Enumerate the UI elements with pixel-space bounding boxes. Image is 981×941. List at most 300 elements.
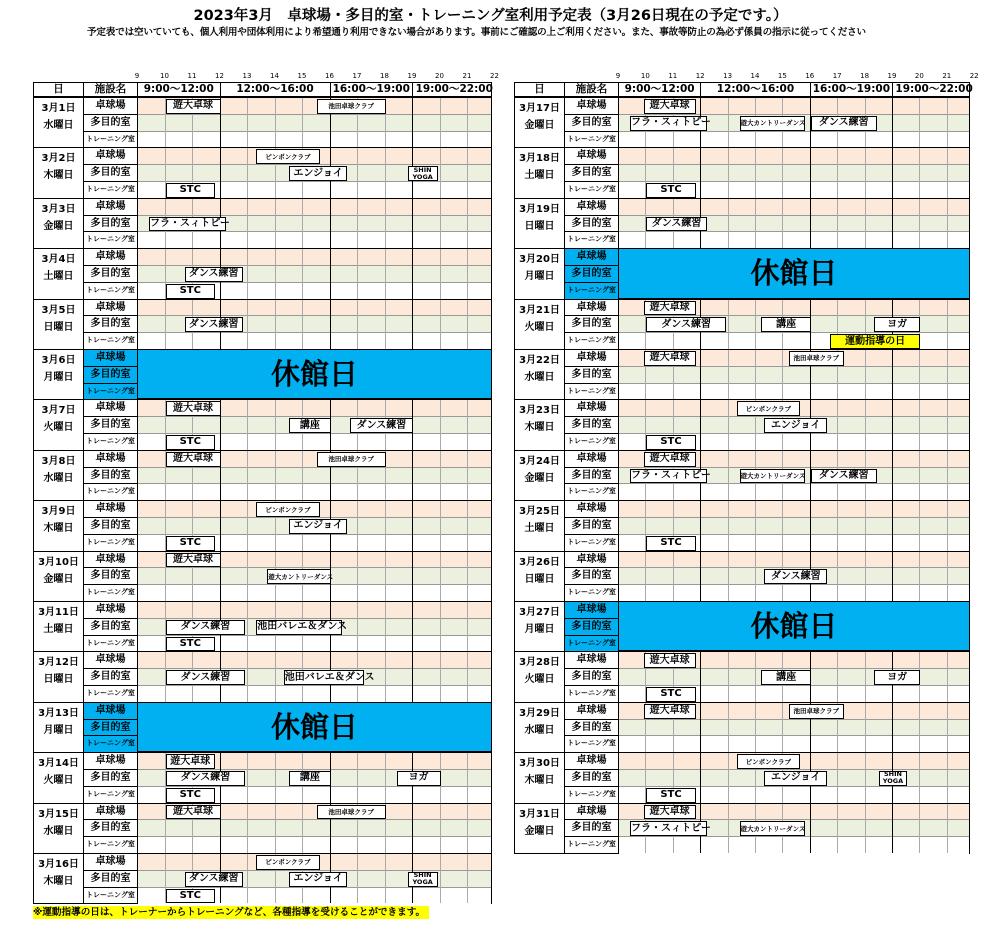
date-cell [34,703,84,752]
facility-label-training: トレーニング室 [565,283,619,300]
grid-line [302,804,303,853]
grid-line [947,552,948,601]
date-label: 3月22日 [519,355,560,366]
booking [764,771,827,786]
booking [761,670,810,685]
facility-label-multi: 多目的室 [565,417,619,434]
grid-line [919,148,920,197]
facility-label-multi: 多目的室 [84,619,138,636]
grid-line [837,148,838,197]
booking [256,149,319,164]
grid-line [440,602,441,651]
grid-line [810,501,811,550]
day-block [514,651,970,702]
booking-label: ピンポンクラブ [745,757,791,766]
row-table [138,602,491,619]
date-label: 3月15日 [38,808,79,820]
grid-line [385,602,386,651]
booking-label: STC [660,184,682,196]
facility-label-multi: 多目的室 [565,165,619,182]
date-label: 3月6日 [41,355,76,366]
grid-line [220,501,221,550]
booking-label: エンジョイ [293,873,343,885]
grid-line [947,501,948,550]
header-row [514,82,973,97]
booking [789,704,844,719]
booking-label: SHIN YOGA [412,165,433,181]
grid-line [755,652,756,701]
grid-line [385,753,386,802]
booking-label: STC [179,637,201,649]
grid-line [440,804,441,853]
grid-line [947,703,948,752]
grid-line [947,804,948,853]
booking-label: ダンス練習 [356,419,407,431]
booking-label: 遊大カントリーダンス [268,572,334,581]
day-block [33,450,492,501]
facility-label-multi: 多目的室 [565,770,619,787]
facility-label-multi: 多目的室 [565,216,619,233]
grid-line [440,400,441,449]
grid-line [357,501,358,550]
day-block [514,702,970,753]
booking-label: 遊大卓球 [173,553,213,565]
facility-label-multi: 多目的室 [84,568,138,585]
grid-line [275,652,276,701]
date-cell [34,552,84,601]
grid-line [892,98,893,147]
booking-label: ピンポンクラブ [265,152,311,161]
grid-line [385,199,386,248]
facility-label-training: トレーニング室 [565,636,619,653]
booking-label: 運動指導の日 [845,335,906,347]
date-cell [515,300,565,349]
booking-label: 遊大卓球 [173,402,213,414]
weekday-label: 金曜日 [524,825,555,837]
grid-line [865,501,866,550]
grid-line [810,199,811,248]
grid-line [467,652,468,701]
grid-line [302,300,303,349]
booking [740,116,806,131]
grid-line [755,501,756,550]
facility-label-table: 卓球場 [565,602,619,619]
facility-label-training: トレーニング室 [565,686,619,703]
grid-line [467,98,468,147]
date-cell [34,753,84,802]
grid-line [837,199,838,248]
hour-tick: 19 [887,72,897,80]
grid-line [728,753,729,802]
booking-label: ダンス練習 [661,318,712,330]
day-block [514,450,970,501]
grid-line [947,199,948,248]
date-label: 3月5日 [41,304,76,316]
day-block [514,551,970,602]
booking [350,418,413,433]
grid-line [782,199,783,248]
date-label: 3月2日 [41,153,76,165]
facility-label-table: 卓球場 [565,552,619,569]
date-label: 3月9日 [41,506,76,518]
facility-label-table: 卓球場 [84,703,138,720]
grid-line [220,148,221,197]
grid-line [247,300,248,349]
date-label: 3月1日 [41,103,76,114]
booking [284,670,375,685]
facility-label-training: トレーニング室 [565,384,619,401]
booking-label: 遊大卓球 [649,100,690,112]
grid-line [165,300,166,349]
weekday-label: 日曜日 [43,674,74,686]
grid-line [412,300,413,349]
booking-label: フラ・スィトピー [630,822,711,834]
footnote: ※運動指導の日は、トレーナーからトレーニングなど、各種指導を受けることができます。 [33,906,429,919]
date-label: 3月8日 [41,455,76,467]
facility-label-table: 卓球場 [565,753,619,770]
day-block [33,97,492,148]
facility-label-training: トレーニング室 [84,736,138,753]
facility-label-multi: 多目的室 [565,720,619,737]
facility-label-training: トレーニング室 [565,787,619,804]
grid-line [919,451,920,500]
weekday-label: 土曜日 [524,170,555,182]
booking [646,536,695,551]
header-period: 19:00～22:00 [415,83,493,95]
grid-line [728,98,729,147]
facility-label-training: トレーニング室 [565,837,619,854]
facility-label-table: 卓球場 [84,199,138,216]
grid-line [782,148,783,197]
day-block [33,248,492,299]
grid-line [947,400,948,449]
hour-tick: 21 [942,72,952,80]
grid-line [275,300,276,349]
booking-label: ピンポンクラブ [265,505,311,514]
booking [737,754,800,769]
facility-label-training: トレーニング室 [84,232,138,249]
booking [646,183,695,198]
facility-label-table: 卓球場 [84,98,138,115]
grid-line [728,199,729,248]
booking-label: STC [660,688,682,700]
facility-label-table: 卓球場 [84,400,138,417]
hour-tick: 15 [777,72,787,80]
booking [289,872,347,887]
booking [408,872,438,887]
booking-label: ダンス練習 [188,318,239,330]
booking-label: 池田卓球クラブ [328,454,374,463]
booking-label: ダンス練習 [818,469,869,481]
booking-label: ダンス練習 [188,268,239,280]
booking [166,284,216,299]
grid-line [412,652,413,701]
booking [644,99,696,114]
booking [166,754,216,769]
booking-label: ダンス練習 [188,873,239,885]
booking-label: STC [660,436,682,448]
booking [811,116,877,131]
facility-label-multi: 多目的室 [84,871,138,888]
day-block [33,551,492,602]
grid-line [302,451,303,500]
grid-line [302,98,303,147]
grid-line [247,602,248,651]
facility-label-training: トレーニング室 [84,283,138,300]
facility-label-training: トレーニング室 [565,182,619,199]
booking [879,771,906,786]
booking-label: 池田バレエ＆ダンス [284,671,375,683]
hour-tick: 17 [352,72,362,80]
grid-line [440,552,441,601]
booking [149,217,230,232]
weekday-label: 木曜日 [43,523,74,535]
booking-label: エンジョイ [770,419,821,431]
facility-label-multi: 多目的室 [565,820,619,837]
weekday-label: 月曜日 [43,372,74,383]
grid-line [247,854,248,903]
row-training [138,585,491,602]
grid-line [782,703,783,752]
row-table [138,249,491,266]
facility-label-multi: 多目的室 [565,518,619,535]
grid-line [412,451,413,500]
grid-line [947,753,948,802]
facility-label-multi: 多目的室 [565,568,619,585]
day-block [33,803,492,854]
facility-label-training: トレーニング室 [84,484,138,501]
grid-line [892,804,893,853]
date-label: 3月23日 [519,405,560,417]
booking-label: STC [179,537,201,549]
booking [644,301,696,316]
day-block [33,198,492,249]
date-label: 3月11日 [38,607,79,618]
booking [317,99,386,114]
grid-line [865,552,866,601]
weekday-label: 木曜日 [43,170,74,182]
booking-label: 池田卓球クラブ [328,807,374,816]
closed-banner: 休館日 [138,703,491,752]
facility-label-table: 卓球場 [84,451,138,468]
grid-line [275,98,276,147]
booking [789,351,844,366]
facility-label-multi: 多目的室 [565,468,619,485]
facility-label-training: トレーニング室 [565,333,619,350]
grid-line [700,652,701,701]
hour-tick: 17 [832,72,842,80]
grid-line [892,703,893,752]
booking-label: 遊大卓球 [173,100,213,112]
date-label: 3月26日 [519,556,560,568]
grid-line [700,400,701,449]
grid-line [330,249,331,298]
grid-line [728,804,729,853]
day-block [514,399,970,450]
grid-line [865,199,866,248]
booking [764,418,827,433]
booking [644,351,696,366]
row-training [138,837,491,854]
grid-line [385,652,386,701]
booking-label: ダンス練習 [180,772,231,784]
booking [740,821,806,836]
booking [764,569,827,584]
hour-tick: 11 [668,72,678,80]
facility-label-training: トレーニング室 [84,837,138,854]
header-period: 19:00～22:00 [895,83,973,95]
facility-label-multi: 多目的室 [84,468,138,485]
grid-line [247,753,248,802]
grid-line [247,148,248,197]
grid-line [673,552,674,601]
grid-line [467,199,468,248]
date-cell [34,199,84,248]
hour-tick: 12 [215,72,224,80]
row-training [619,132,969,149]
row-training [138,232,491,249]
weekday-label: 月曜日 [524,271,555,283]
row-table [138,652,491,669]
day-block [514,97,970,148]
date-cell [515,602,565,651]
grid-line [755,350,756,399]
date-cell [515,804,565,853]
facility-label-training: トレーニング室 [565,132,619,149]
booking-label: 遊大卓球 [173,805,213,817]
grid-line [467,249,468,298]
day-block [33,702,492,753]
facility-label-table: 卓球場 [84,652,138,669]
day-block [514,349,970,400]
grid-line [440,199,441,248]
hour-tick: 20 [435,72,444,80]
date-label: 3月7日 [41,405,76,417]
booking-label: 講座 [299,419,320,431]
date-cell [34,400,84,449]
weekday-label: 日曜日 [524,573,555,585]
grid-line [810,148,811,197]
day-block [514,500,970,551]
hour-tick: 22 [490,72,499,80]
hour-tick: 16 [325,72,334,80]
booking-label: 遊大カントリーダンス [740,118,806,127]
booking-label: 講座 [776,318,797,330]
booking [185,267,243,282]
grid-line [700,148,701,197]
day-block [514,752,970,803]
weekday-label: 日曜日 [43,321,74,333]
date-cell [515,350,565,399]
grid-line [837,400,838,449]
facility-label-multi: 多目的室 [84,115,138,132]
booking-label: ヨガ [887,318,908,330]
page-title: 2023年3月 卓球場・多目的室・トレーニング室利用予定表（3月26日現在の予定です。） [193,8,788,24]
date-label: 3月29日 [519,707,560,719]
grid-line [782,350,783,399]
grid-line [412,98,413,147]
day-block [33,500,492,551]
booking-label: 遊大卓球 [649,705,690,717]
booking-label: STC [660,789,682,801]
row-training [138,132,491,149]
facility-label-multi: 多目的室 [565,669,619,686]
grid-line [865,350,866,399]
grid-line [357,552,358,601]
grid-line [247,501,248,550]
hour-tick: 14 [270,72,279,80]
grid-line [865,804,866,853]
header-facility: 施設名 [565,83,619,96]
date-label: 3月12日 [38,657,79,669]
hour-tick: 13 [242,72,252,80]
facility-label-multi: 多目的室 [84,165,138,182]
grid-line [700,703,701,752]
grid-line [412,501,413,550]
grid-line [892,400,893,449]
grid-line [330,199,331,248]
facility-label-table: 卓球場 [84,249,138,266]
grid-line [440,501,441,550]
grid-line [919,199,920,248]
facility-label-multi: 多目的室 [84,417,138,434]
facility-label-training: トレーニング室 [565,535,619,552]
booking-label: STC [179,889,201,901]
date-label: 3月16日 [38,859,79,870]
booking-label: STC [179,789,201,801]
booking-label: 遊大卓球 [170,755,211,767]
grid-line [412,602,413,651]
facility-label-table: 卓球場 [565,652,619,669]
closed-banner: 休館日 [619,602,969,651]
grid-line [837,804,838,853]
date-label: 3月24日 [519,455,560,467]
date-label: 3月20日 [519,254,560,266]
grid-line [755,552,756,601]
facility-label-table: 卓球場 [84,350,138,367]
grid-line [385,249,386,298]
booking [256,502,319,517]
row-training [619,232,969,249]
grid-line [385,552,386,601]
weekday-label: 土曜日 [43,624,74,635]
facility-label-multi: 多目的室 [565,316,619,333]
grid-line [357,148,358,197]
grid-line [865,400,866,449]
grid-line [467,552,468,601]
facility-label-training: トレーニング室 [84,787,138,804]
booking [166,435,216,450]
grid-line [385,148,386,197]
booking-label: 講座 [776,671,797,683]
facility-label-table: 卓球場 [565,300,619,317]
booking [166,670,246,685]
grid-line [892,451,893,500]
grid-line [947,451,948,500]
facility-label-training: トレーニング室 [565,484,619,501]
booking-label: 講座 [299,772,320,784]
date-label: 3月18日 [519,153,560,165]
header-facility: 施設名 [84,83,138,96]
grid-line [700,753,701,802]
facility-label-table: 卓球場 [84,753,138,770]
facility-label-multi: 多目的室 [84,216,138,233]
booking-label: ダンス練習 [651,217,702,229]
header-period: 9:00～12:00 [138,83,221,96]
booking [256,620,348,635]
weekday-label: 木曜日 [524,775,555,787]
facility-label-multi: 多目的室 [565,115,619,132]
